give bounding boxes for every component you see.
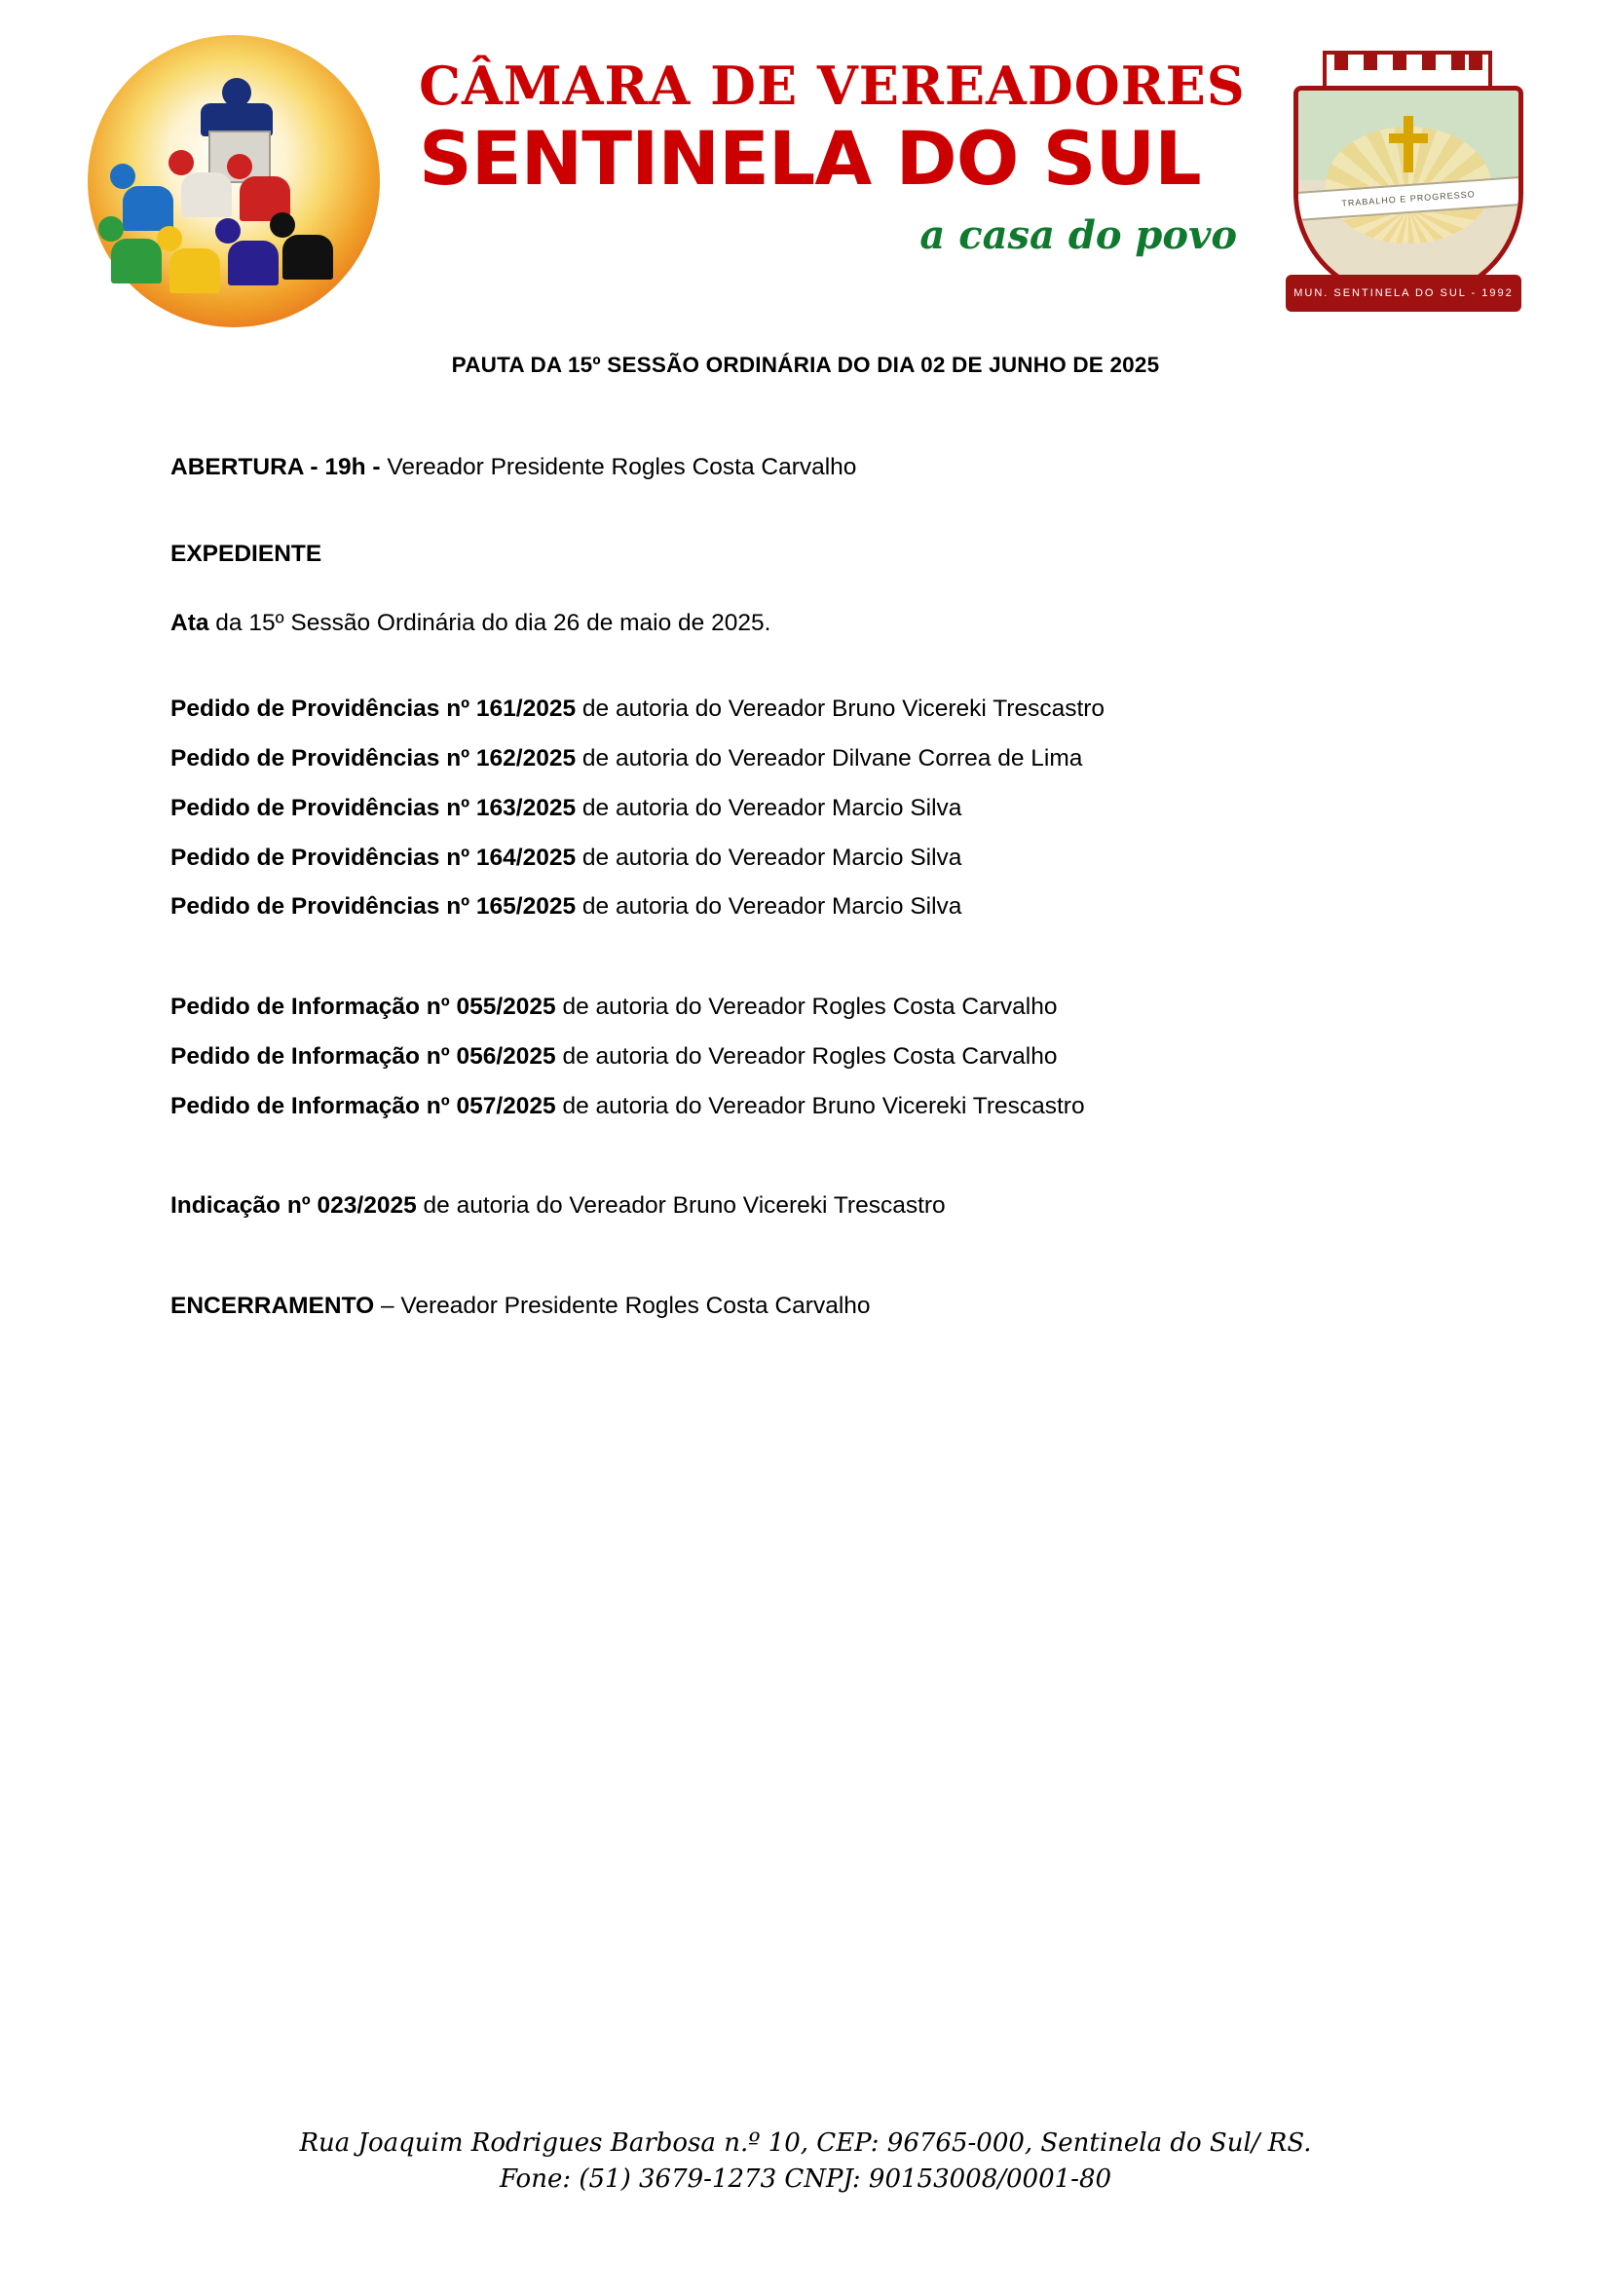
crest-ribbon: MUN. SENTINELA DO SUL - 1992 [1286, 275, 1521, 312]
spacer [170, 939, 1441, 990]
indicacao-label: Indicação nº 023/2025 [170, 1192, 417, 1220]
providencia-label: Pedido de Providências nº 164/2025 [170, 844, 577, 871]
informacao-label: Pedido de Informação nº 056/2025 [170, 1042, 556, 1070]
crest-motto-band: TRABALHO E PROGRESSO [1293, 175, 1523, 221]
list-item [170, 889, 1441, 925]
expediente-heading [170, 537, 1441, 573]
informacao-label: Pedido de Informação nº 055/2025 [170, 994, 556, 1020]
ata-text: da 15º Sessão Ordinária do dia 26 de maio de 2025. [208, 609, 771, 636]
list-item [170, 692, 1441, 728]
logotype [419, 55, 1266, 259]
providencia-label: Pedido de Providências nº 162/2025 [170, 745, 577, 772]
list-item [170, 1089, 1441, 1125]
providencia-text: de autoria do Vereador Dilvane Correa de Lima [576, 745, 1083, 772]
abertura-line [170, 450, 1441, 486]
ata-line [170, 606, 1441, 642]
list-item [170, 741, 1441, 777]
indicacoes-list [170, 1188, 1441, 1224]
spacer [170, 573, 1441, 606]
informacao-text: de autoria do Vereador Bruno Vicereki Trescastro [555, 1092, 1085, 1119]
expediente-label: EXPEDIENTE [170, 540, 322, 567]
spacer [170, 486, 1441, 537]
footer-address: Rua Joaquim Rodrigues Barbosa n.º 10, CEP: 96765-000, Sentinela do Sul/ RS. [299, 2127, 1312, 2158]
abertura-label: ABERTURA - 19h - [170, 454, 388, 480]
page-title: PAUTA DA 15º SESSÃO ORDINÁRIA DO DIA 02 DE JUNHO DE 2025 [451, 353, 1160, 377]
list-item [170, 1188, 1441, 1224]
ata-label: Ata [170, 609, 209, 636]
providencia-text: de autoria do Vereador Bruno Vicereki Trescastro [576, 696, 1105, 723]
document-body [0, 450, 1611, 1325]
encerramento-line [170, 1289, 1441, 1325]
informacao-text: de autoria do Vereador Rogles Costa Carvalho [555, 1042, 1058, 1070]
providencia-label: Pedido de Providências nº 163/2025 [170, 794, 577, 821]
crest-shield-icon [1293, 86, 1523, 300]
camara-logo-icon [88, 35, 380, 327]
logo-line-slogan: a casa do povo [919, 212, 1237, 259]
encerramento-text: – Vereador Presidente Rogles Costa Carvalho [374, 1293, 871, 1319]
logo-line-sentinela: SENTINELA DO SUL [419, 114, 1201, 202]
document-footer [0, 2126, 1611, 2199]
list-item [170, 791, 1441, 827]
providencia-text: de autoria do Vereador Marcio Silva [576, 794, 962, 821]
list-item [170, 841, 1441, 877]
informacao-text: de autoria do Vereador Rogles Costa Carvalho [555, 994, 1058, 1020]
logo-line-camara: CÂMARA DE VEREADORES [419, 55, 1246, 117]
providencias-list [170, 692, 1441, 925]
document-page [0, 18, 1611, 2296]
footer-contact: Fone: (51) 3679-1273 CNPJ: 90153008/0001-80 [499, 2164, 1112, 2195]
indicacao-text: de autoria do Vereador Bruno Vicereki Trescastro [416, 1192, 946, 1220]
list-item [170, 990, 1441, 1026]
informacoes-list [170, 990, 1441, 1124]
spacer [170, 1238, 1441, 1289]
list-item [170, 1039, 1441, 1075]
crest-cross-vertical [1404, 116, 1413, 172]
encerramento-label: ENCERRAMENTO [170, 1293, 375, 1319]
providencia-label: Pedido de Providências nº 165/2025 [170, 893, 577, 921]
municipal-coat-of-arms-icon [1282, 43, 1525, 325]
abertura-text: Vereador Presidente Rogles Costa Carvalho [387, 454, 857, 480]
providencia-label: Pedido de Providências nº 161/2025 [170, 696, 577, 723]
informacao-label: Pedido de Informação nº 057/2025 [170, 1092, 556, 1119]
crest-cross-horizontal [1389, 133, 1428, 143]
letterhead [0, 18, 1611, 349]
spacer [170, 641, 1441, 692]
providencia-text: de autoria do Vereador Marcio Silva [576, 844, 962, 871]
providencia-text: de autoria do Vereador Marcio Silva [576, 893, 962, 921]
spacer [170, 1138, 1441, 1188]
